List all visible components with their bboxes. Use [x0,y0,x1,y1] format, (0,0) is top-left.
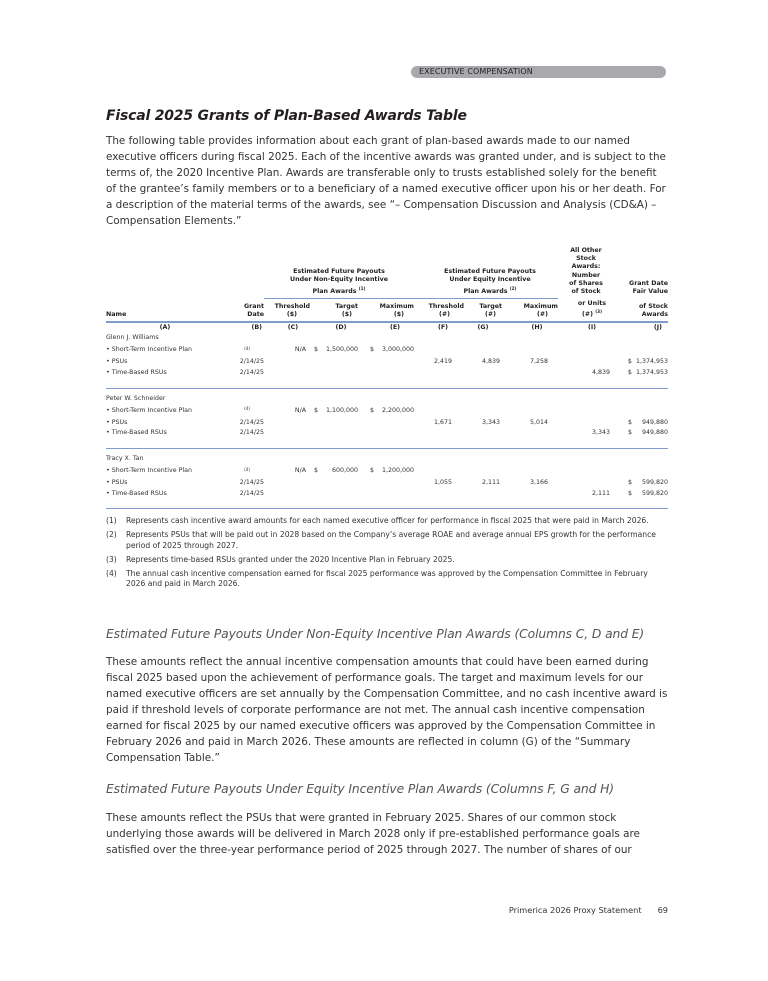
threshold-usd [264,368,310,379]
col-header-fair-value: of Stock Awards [614,298,668,321]
footnote-ref: (4) [244,406,250,412]
equity-group-header: Estimated Future Payouts Under Equity Incentive Plan Awards $^{(2)}$ [414,247,558,298]
maximum-usd [358,368,414,379]
threshold-shares: 1,055 [433,479,452,487]
target-usd [310,428,358,439]
other-stock-units: 4,839 [591,369,610,376]
award-type: • PSUs [106,418,128,426]
col-letter: (C) [287,323,299,331]
threshold-shares [414,344,464,358]
grant-date: 2/14/25 [239,358,264,366]
fair-value [614,465,668,479]
section-heading-equity: Estimated Future Payouts Under Equity Incentive Plan Awards (Columns F, G and H) [106,782,614,796]
threshold-shares [414,404,464,418]
maximum-usd [358,465,414,479]
threshold-shares [414,368,464,379]
col-header-other-units: or Units (#) $^{(3)}$ [558,298,614,321]
col-letter: (H) [531,323,543,331]
maximum-usd [358,357,414,368]
amount: 1,500,000 [325,346,358,354]
award-type: • Time-Based RSUs [106,429,167,437]
amount: 599,820 [641,479,668,487]
threshold-shares [414,465,464,479]
fair-value-header: Grant Date Fair Value [629,279,668,296]
maximum-shares: 5,014 [529,418,548,426]
group-header-row [106,247,668,298]
officer-name-row [106,333,668,344]
target-shares [464,404,502,418]
other-stock-awards-header: All Other Stock Awards: Number of Shares of Stock [569,247,603,296]
target-shares [464,465,502,479]
column-letter-row [106,322,668,334]
target-shares [464,489,502,500]
col-header-name: Name [106,298,224,321]
section-body-non-equity: These amounts reflect the annual incentive compensation amounts that could have been earned during fiscal 2025 based upon the achievement of performance goals. The target and maximum levels for our named executive officers are set annually by the Compensation Committee, and no cash incentive award is paid if threshold levels of corporate performance are not met. The annual cash incentive compensation earned for fiscal 2025 by our named executive officers was approved by the Compensation Committee in February 2026 and paid in March 2026. These amounts are reflected in column (G) of the “Summary Compensation Table.” [106,656,668,764]
target-shares: 2,111 [481,479,500,487]
target-shares: 4,839 [481,358,500,366]
threshold-shares: 2,419 [433,358,452,366]
amount: 949,880 [641,429,668,437]
col-letter: (D) [335,323,347,331]
grants-table [106,247,668,509]
officer-name: Glenn J. Williams [106,334,159,342]
section-label: EXECUTIVE COMPENSATION [419,67,533,76]
other-stock-units [558,344,614,358]
other-stock-units [558,404,614,418]
footnote: (4) The annual cash incentive compensation earned for fiscal 2025 performance was approved by the Compensation Committee in February 2026 and paid in March 2026. [106,568,648,588]
threshold-usd: N/A [294,346,306,354]
threshold-shares [414,428,464,439]
maximum-usd [358,428,414,439]
threshold-usd [264,418,310,429]
footnote-ref: (4) [244,345,250,351]
col-letter: (J) [653,323,662,331]
intro-paragraph: The following table provides information about each grant of plan-based awards made to our named executive officers during fiscal 2025. Each of the incentive awards was granted under, and is subject to the terms of, the 2020 Incentive Plan. Awards are transferable only to trusts established solely for the benefit of the grantee’s family members or to a beneficiary of a named executive officer upon his or her death. For a description of the material terms of the awards, see “– Compensation Discussion and Analysis (CD&A) – Compensation Elements.” [106,135,666,227]
grants-table-body [106,333,668,509]
grant-date: 2/14/25 [239,429,264,437]
col-header-target-usd: Target ($) [310,298,358,321]
award-type: • Short-Term Incentive Plan [106,406,192,414]
footnote: (1) Represents cash incentive award amounts for each named executive officer for performance in fiscal 2025 that were paid in March 2026. [106,516,649,525]
award-type: • Short-Term Incentive Plan [106,467,192,475]
col-letter: (G) [477,323,489,331]
officer-name: Peter W. Schneider [106,394,166,402]
column-header-row [106,298,668,321]
target-usd [310,418,358,429]
fair-value [614,489,668,500]
grant-date: 2/14/25 [239,479,264,487]
maximum-shares: 7,258 [529,358,548,366]
currency-symbol: $ [627,429,632,437]
award-type: • PSUs [106,479,128,487]
col-letter: (B) [251,323,262,331]
award-type: • Time-Based RSUs [106,369,167,376]
fair-value [614,404,668,418]
amount: 600,000 [331,467,358,475]
col-header-threshold-usd: Threshold ($) [264,298,310,321]
other-stock-units [558,418,614,429]
threshold-usd [264,489,310,500]
officer-divider [106,379,668,389]
amount: 1,200,000 [381,467,414,475]
maximum-usd [358,344,414,358]
currency-symbol: $ [313,346,318,354]
target-usd [310,478,358,489]
other-stock-units: 2,111 [591,489,610,497]
fair-value [614,418,668,429]
table-row [106,465,668,479]
maximum-usd [358,489,414,500]
divider-line [106,379,668,389]
col-letter: (A) [159,323,171,331]
currency-symbol: $ [627,358,632,366]
col-header-threshold-shares: Threshold (#) [414,298,464,321]
page-title: Fiscal 2025 Grants of Plan-Based Awards Table [106,108,467,124]
col-header-grant-date: Grant Date [224,298,264,321]
maximum-usd [358,404,414,418]
target-shares [464,428,502,439]
target-usd [310,489,358,500]
section-body-equity: These amounts reflect the PSUs that were granted in February 2025. Shares of our common stock underlying those awards will be delivered in March 2028 only if pre-established performance goals are satisfied over the three-year performance period of 2025 through 2027. The number of shares of our [106,812,640,856]
table-row [106,404,668,418]
col-letter: (I) [587,323,597,331]
amount: 1,374,953 [635,358,668,366]
currency-symbol: $ [369,467,374,475]
maximum-shares [502,465,558,479]
threshold-shares [414,489,464,500]
fair-value [614,357,668,368]
divider-line [106,499,668,509]
grant-date [224,404,264,418]
grant-date: 2/14/25 [239,418,264,426]
grant-date: 2/14/25 [239,369,264,376]
non-equity-group-header: Estimated Future Payouts Under Non-Equity Incentive Plan Awards $^{(1)}$ [264,247,414,298]
currency-symbol: $ [627,418,632,426]
currency-symbol: $ [627,489,632,497]
officer-divider [106,439,668,449]
target-usd [310,344,358,358]
grant-date [224,465,264,479]
currency-symbol: $ [314,467,319,475]
award-type: • PSUs [106,358,128,366]
footnote-ref: (2) [509,285,517,291]
col-letter: (F) [437,323,449,331]
table-row [106,357,668,368]
amount: 599,820 [641,489,668,497]
col-header-target-shares: Target (#) [464,298,502,321]
target-shares [464,344,502,358]
col-header-maximum-usd: Maximum ($) [358,298,414,321]
currency-symbol: $ [369,406,374,414]
target-shares [464,368,502,379]
maximum-shares [502,489,558,500]
maximum-shares [502,404,558,418]
maximum-shares [502,428,558,439]
table-row [106,478,668,489]
amount: 949,880 [641,418,668,426]
table-row [106,368,668,379]
officer-name-row [106,454,668,465]
footnote-ref: (1) [358,285,366,291]
fair-value [614,368,668,379]
col-header-maximum-shares: Maximum (#) [502,298,558,321]
officer-name: Tracy X. Tan [106,454,144,462]
threshold-usd [264,357,310,368]
officer-name-row [106,394,668,405]
amount: 3,000,000 [381,346,414,354]
target-usd [310,357,358,368]
maximum-shares [502,344,558,358]
target-usd [310,465,358,479]
other-stock-units [558,478,614,489]
target-usd [310,368,358,379]
target-shares: 3,343 [481,418,500,426]
maximum-shares: 3,166 [529,479,548,487]
grant-date [224,344,264,358]
section-heading-non-equity: Estimated Future Payouts Under Non-Equity Incentive Plan Awards (Columns C, D and E) [106,627,645,641]
footnote-ref: (4) [244,466,250,472]
fair-value [614,478,668,489]
maximum-usd [358,478,414,489]
currency-symbol: $ [627,369,632,376]
currency-symbol: $ [627,479,632,487]
footnote: (3) Represents time-based RSUs granted under the 2020 Incentive Plan in February 2025. [106,554,455,564]
other-stock-units [558,357,614,368]
table-row [106,428,668,439]
other-stock-units: 3,343 [591,429,610,437]
divider-line [106,439,668,449]
threshold-usd: N/A [294,467,306,475]
maximum-shares [502,368,558,379]
grant-date: 2/14/25 [239,489,264,497]
amount: 1,100,000 [325,406,358,414]
threshold-shares: 1,671 [433,418,452,426]
threshold-usd [264,428,310,439]
table-row [106,489,668,500]
table-row [106,344,668,358]
section-header-bar [411,66,666,78]
col-letter: (E) [389,323,401,331]
footnotes [106,516,668,593]
award-type: • Time-Based RSUs [106,489,167,497]
currency-symbol: $ [369,346,374,354]
other-stock-units [558,465,614,479]
page-footer [440,905,668,915]
fair-value [614,344,668,358]
publication-name: Primerica 2026 Proxy Statement [508,905,642,915]
officer-divider [106,499,668,509]
amount: 2,200,000 [381,406,414,414]
target-usd [310,404,358,418]
table-row [106,418,668,429]
currency-symbol: $ [313,406,318,414]
threshold-usd: N/A [294,406,306,414]
threshold-usd [264,478,310,489]
footnote: (2) Represents PSUs that will be paid out in 2028 based on the Company’s average ROAE and average annual EPS growth for the performance period of 2025 through 2027. [106,530,656,550]
amount: 1,374,953 [635,369,668,376]
maximum-usd [358,418,414,429]
award-type: • Short-Term Incentive Plan [106,346,192,354]
page-number: 69 [657,905,668,915]
fair-value [614,428,668,439]
